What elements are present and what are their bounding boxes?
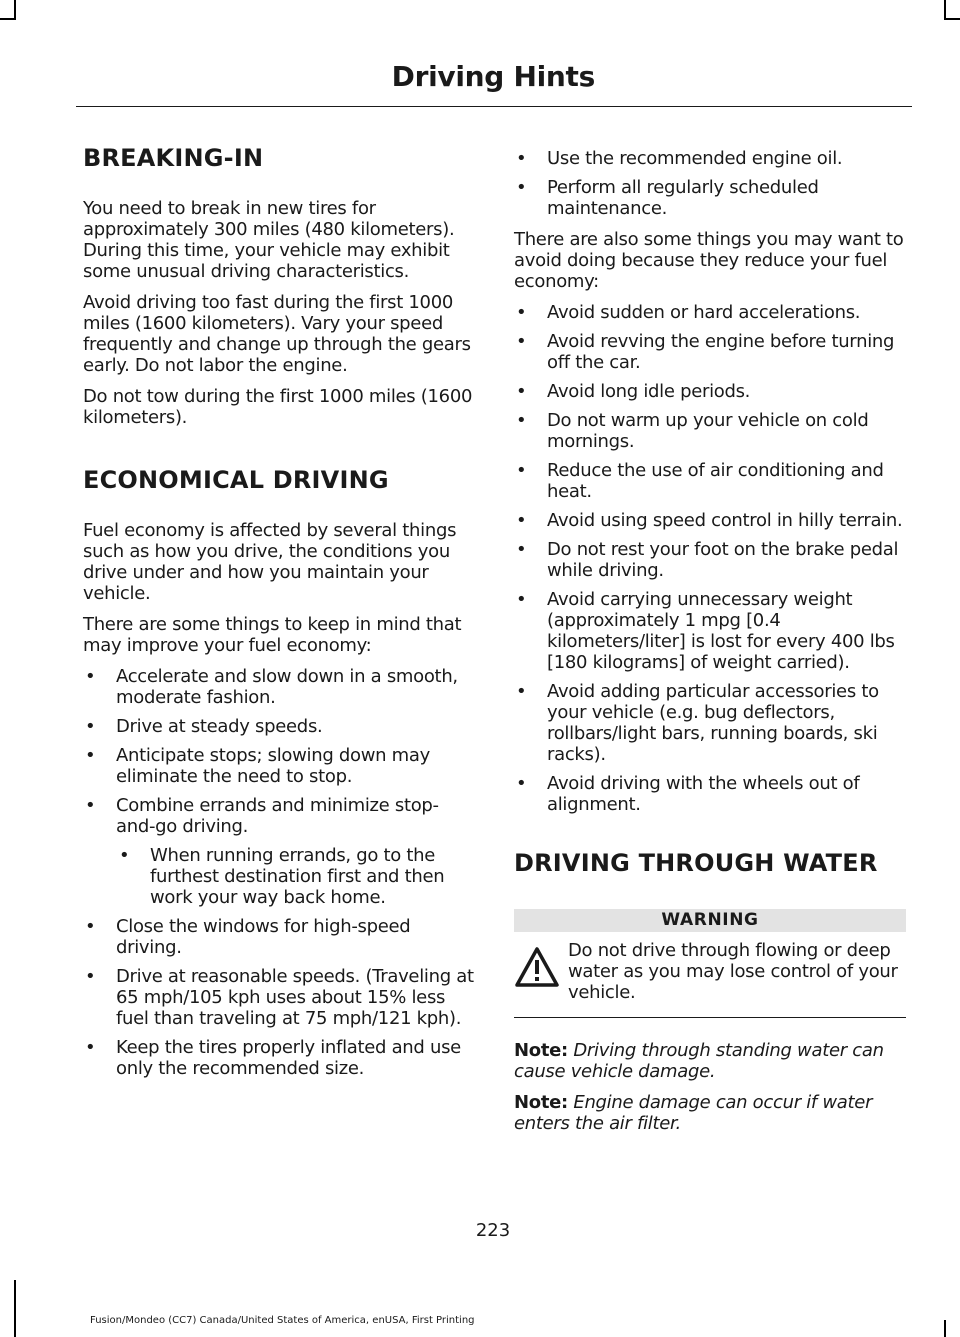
- bullet-icon: •: [85, 745, 96, 766]
- driving-through-water-heading: DRIVING THROUGH WATER: [514, 849, 878, 877]
- breaking-in-heading: BREAKING-IN: [83, 144, 264, 172]
- list-item: [514, 331, 906, 373]
- list-item: [83, 1037, 475, 1079]
- bullet-icon: •: [516, 460, 527, 481]
- crop-mark: [14, 0, 16, 20]
- bullet-icon: •: [85, 966, 96, 987]
- page-header-title: Driving Hints: [391, 60, 595, 93]
- bullet-icon: •: [516, 302, 527, 323]
- list-item: [83, 795, 475, 837]
- list-item: [514, 589, 906, 673]
- list-item: [514, 148, 906, 169]
- bullet-icon: •: [516, 148, 527, 169]
- list-item-text: Do not warm up your vehicle on cold mornings.: [547, 410, 869, 452]
- list-item: [514, 539, 906, 581]
- avoid-tips-list: [514, 302, 906, 815]
- bullet-icon: •: [516, 331, 527, 352]
- list-item: [514, 681, 906, 765]
- list-item-text: Do not rest your foot on the brake pedal while driving.: [547, 539, 899, 581]
- list-item-text: Accelerate and slow down in a smooth, moderate fashion.: [116, 666, 458, 708]
- warning-text: Do not drive through flowing or deep water as you may lose control of your vehicle.: [568, 940, 898, 1003]
- breaking-in-paragraph: Avoid driving too fast during the first 1000 miles (1600 kilometers). Vary your speed frequently and change up through the gears early. Do not labor the engine.: [83, 292, 471, 376]
- maintenance-tips-list: [514, 148, 906, 219]
- bullet-icon: •: [516, 589, 527, 610]
- note-text: Engine damage can occur if water enters the air filter.: [514, 1092, 873, 1134]
- breaking-in-paragraph: Do not tow during the first 1000 miles (1600 kilometers).: [83, 386, 473, 428]
- list-item: [514, 460, 906, 502]
- footer-text: Fusion/Mondeo (CC7) Canada/United States of America, enUSA, First Printing: [90, 1315, 475, 1326]
- bullet-icon: •: [516, 410, 527, 431]
- bullet-icon: •: [516, 177, 527, 198]
- warning-box: [514, 909, 906, 1018]
- list-item-text: Avoid revving the engine before turning off the car.: [547, 331, 895, 373]
- list-item-text: Anticipate stops; slowing down may eliminate the need to stop.: [116, 745, 431, 787]
- bullet-icon: •: [85, 795, 96, 816]
- bullet-icon: •: [516, 510, 527, 531]
- economical-paragraph: There are some things to keep in mind that may improve your fuel economy:: [83, 614, 462, 656]
- list-item-text: Drive at reasonable speeds. (Traveling at 65 mph/105 kph uses about 15% less fuel than traveling at 75 mph/121 kph).: [116, 966, 474, 1029]
- sub-list-item: [83, 845, 475, 908]
- economical-paragraph: Fuel economy is affected by several things such as how you drive, the conditions you drive under and how you maintain your vehicle.: [83, 520, 457, 604]
- breaking-in-paragraph: You need to break in new tires for approximately 300 miles (480 kilometers). During this time, your vehicle may exhibit some unusual driving characteristics.: [83, 198, 455, 282]
- list-item-text: Avoid sudden or hard accelerations.: [547, 302, 861, 323]
- warning-triangle-icon: [514, 946, 560, 988]
- bullet-icon: •: [85, 716, 96, 737]
- right-column: [514, 148, 906, 1144]
- list-item-text: Close the windows for high-speed driving.: [116, 916, 411, 958]
- list-item: [514, 510, 906, 531]
- economical-driving-heading: ECONOMICAL DRIVING: [83, 466, 389, 494]
- page-number: 223: [475, 1220, 511, 1241]
- crop-mark: [0, 18, 16, 20]
- list-item-text: Avoid long idle periods.: [547, 381, 751, 402]
- list-item: [514, 381, 906, 402]
- header-divider: [76, 106, 912, 107]
- bullet-icon: •: [516, 381, 527, 402]
- crop-mark: [944, 18, 960, 20]
- list-item-text: Avoid driving with the wheels out of alignment.: [547, 773, 860, 815]
- list-item: [514, 302, 906, 323]
- list-item-text: Combine errands and minimize stop-and-go driving.: [116, 795, 439, 837]
- bullet-icon: •: [119, 845, 130, 866]
- bullet-icon: •: [516, 539, 527, 560]
- list-item-text: Use the recommended engine oil.: [547, 148, 843, 169]
- note: [514, 1040, 906, 1082]
- list-item-text: Avoid carrying unnecessary weight (approximately 1 mpg [0.4 kilometers/liter] is lost for every 400 lbs [180 kilograms] of weight carried).: [547, 589, 895, 673]
- avoid-intro-paragraph: There are also some things you may want to avoid doing because they reduce your fuel economy:: [514, 229, 904, 292]
- note-label: Note:: [514, 1040, 568, 1061]
- bullet-icon: •: [85, 1037, 96, 1058]
- crop-mark: [944, 0, 946, 20]
- list-item-text: Avoid using speed control in hilly terrain.: [547, 510, 903, 531]
- left-column: [83, 128, 475, 1089]
- list-item: [514, 177, 906, 219]
- bullet-icon: •: [516, 773, 527, 794]
- list-item-text: Avoid adding particular accessories to your vehicle (e.g. bug deflectors, rollbars/light bars, running boards, ski racks).: [547, 681, 879, 765]
- list-item: [514, 410, 906, 452]
- crop-mark: [14, 1280, 16, 1337]
- list-item: [83, 966, 475, 1029]
- list-item-text: Reduce the use of air conditioning and heat.: [547, 460, 884, 502]
- list-item: [83, 666, 475, 708]
- list-item-text: When running errands, go to the furthest destination first and then work your way back home.: [150, 845, 445, 908]
- bullet-icon: •: [85, 666, 96, 687]
- list-item: [83, 716, 475, 737]
- list-item: [514, 773, 906, 815]
- note-label: Note:: [514, 1092, 568, 1113]
- warning-label: WARNING: [514, 909, 906, 932]
- list-item: [83, 745, 475, 787]
- bullet-icon: •: [516, 681, 527, 702]
- list-item-text: Perform all regularly scheduled maintenance.: [547, 177, 819, 219]
- crop-mark: [944, 1320, 946, 1337]
- list-item-text: Drive at steady speeds.: [116, 716, 323, 737]
- note-text: Driving through standing water can cause vehicle damage.: [514, 1040, 884, 1082]
- warning-body: [514, 940, 906, 1003]
- warning-divider: [514, 1017, 906, 1018]
- list-item-text: Keep the tires properly inflated and use only the recommended size.: [116, 1037, 461, 1079]
- list-item: [83, 916, 475, 958]
- note: [514, 1092, 906, 1134]
- economical-tips-list: [83, 666, 475, 1079]
- bullet-icon: •: [85, 916, 96, 937]
